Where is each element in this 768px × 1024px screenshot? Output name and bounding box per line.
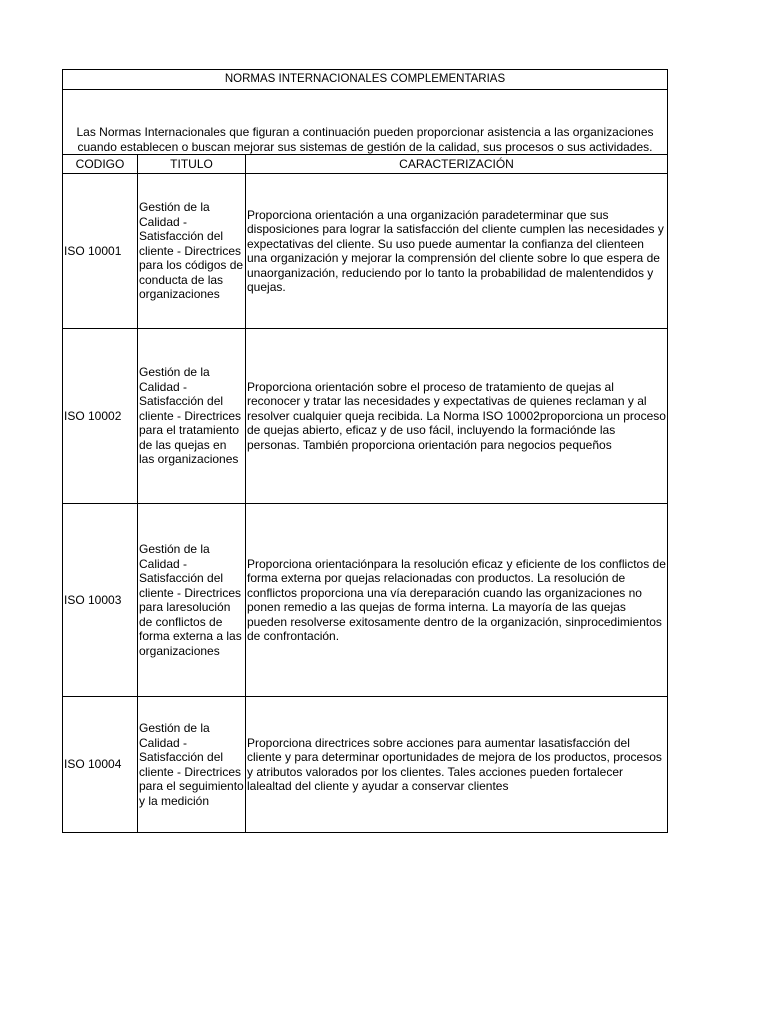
- column-header-code: CODIGO: [63, 155, 138, 174]
- column-header-title: TITULO: [138, 155, 246, 174]
- standard-title: Gestión de la Calidad - Satisfacción del cliente - Directrices para los códigos de conducta de las organizaciones: [138, 174, 246, 329]
- intro-row: [63, 90, 668, 155]
- table-row: [63, 504, 668, 697]
- table-row: [63, 174, 668, 329]
- standard-description: Proporciona orientación a una organización paradeterminar que sus disposiciones para lograr la satisfacción del cliente cumplen las necesidades y expectativas del cliente. Su uso puede aumentar la confianza del clienteen una organización y mejorar la comprensión del cliente sobre lo que espera de unaorganización, reduciendo por lo tanto la probabilidad de malentendidos y quejas.: [246, 174, 668, 329]
- table-title: NORMAS INTERNACIONALES COMPLEMENTARIAS: [63, 70, 668, 90]
- column-header-description: CARACTERIZACIÓN: [246, 155, 668, 174]
- standard-code: ISO 10004: [63, 697, 138, 833]
- standards-table: [62, 69, 668, 833]
- standard-title: Gestión de la Calidad - Satisfacción del cliente - Directrices para el tratamiento de las quejas en las organizaciones: [138, 329, 246, 504]
- header-row: [63, 155, 668, 174]
- table-row: [63, 329, 668, 504]
- standard-description: Proporciona orientaciónpara la resolución eficaz y eficiente de los conflictos de forma externa por quejas relacionadas con productos. La resolución de conflictos proporciona una vía dereparación cuando las organizaciones no ponen remedio a las quejas de forma interna. La mayoría de las quejas pueden resolverse exitosamente dentro de la organización, sinprocedimientos de confrontación.: [246, 504, 668, 697]
- table-row: [63, 697, 668, 833]
- table-title-row: [63, 70, 668, 90]
- standard-code: ISO 10002: [63, 329, 138, 504]
- standard-code: ISO 10003: [63, 504, 138, 697]
- standard-title: Gestión de la Calidad - Satisfacción del cliente - Directrices para laresolución de conflictos de forma externa a las organizaciones: [138, 504, 246, 697]
- standard-title: Gestión de la Calidad - Satisfacción del cliente - Directrices para el seguimiento y la medición: [138, 697, 246, 833]
- standard-description: Proporciona orientación sobre el proceso de tratamiento de quejas al reconocer y tratar las necesidades y expectativas de quienes reclaman y al resolver cualquier queja recibida. La Norma ISO 10002proporciona un proceso de quejas abierto, eficaz y de uso fácil, incluyendo la formaciónde las personas. También proporciona orientación para negocios pequeños: [246, 329, 668, 504]
- standard-description: Proporciona directrices sobre acciones para aumentar lasatisfacción del cliente y para determinar oportunidades de mejora de los productos, procesos y atributos valorados por los clientes. Tales acciones pueden fortalecer lalealtad del cliente y ayudar a conservar clientes: [246, 697, 668, 833]
- standard-code: ISO 10001: [63, 174, 138, 329]
- intro-text: Las Normas Internacionales que figuran a continuación pueden proporcionar asistencia a las organizaciones cuando establecen o buscan mejorar sus sistemas de gestión de la calidad, sus procesos o sus actividades.: [63, 90, 668, 155]
